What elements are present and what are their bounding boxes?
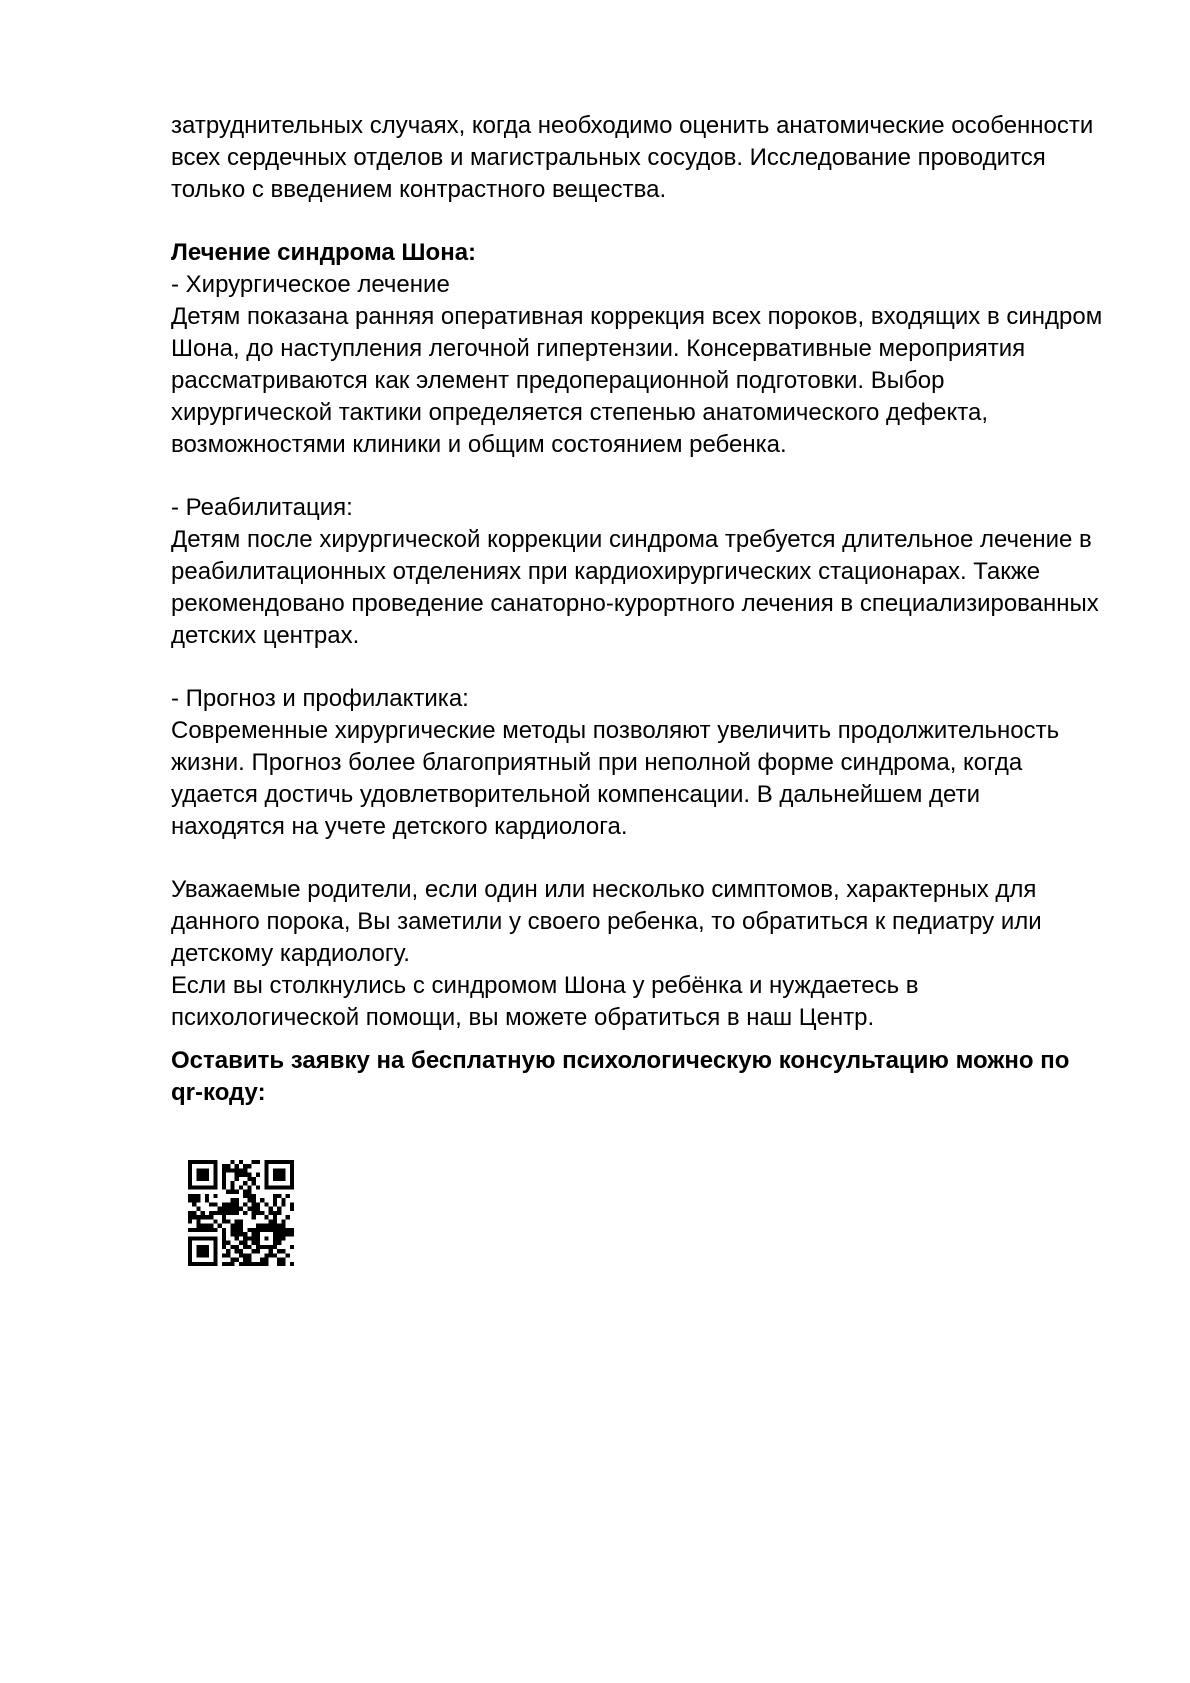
rehab-line: реабилитационных отделениях при кардиохирургических стационарах. Также — [171, 558, 1041, 585]
appeal-line: Уважаемые родители, если один или несколько симптомов, характерных для — [171, 876, 1037, 903]
cta-line: qr-коду: — [171, 1079, 266, 1106]
rehab-line: детских центрах. — [171, 622, 360, 649]
rehab-line: рекомендовано проведение санаторно-курортного лечения в специализированных — [171, 590, 1099, 617]
intro-line: затруднительных случаях, когда необходимо оценить анатомические особенности — [171, 112, 1094, 139]
qr-code-icon — [188, 1160, 294, 1266]
rehab-label: - Реабилитация: — [171, 494, 353, 521]
rehab-line: Детям после хирургической коррекции синдрома требуется длительное лечение в — [171, 526, 1092, 553]
surgery-line: возможностями клиники и общим состоянием ребенка. — [171, 431, 787, 458]
appeal-line: психологической помощи, вы можете обратиться в наш Центр. — [171, 1004, 875, 1031]
appeal-line: детскому кардиологу. — [171, 940, 410, 967]
prognosis-line: жизни. Прогноз более благоприятный при неполной форме синдрома, когда — [171, 749, 1023, 776]
surgery-line: Шона, до наступления легочной гипертензии. Консервативные мероприятия — [171, 335, 1026, 362]
surgery-line: Детям показана ранняя оперативная коррекция всех пороков, входящих в синдром — [171, 303, 1103, 330]
prognosis-line: Современные хирургические методы позволяют увеличить продолжительность — [171, 717, 1060, 744]
surgery-label: - Хирургическое лечение — [171, 271, 450, 298]
surgery-line: рассматриваются как элемент предоперационной подготовки. Выбор — [171, 367, 945, 394]
qr-code[interactable] — [188, 1160, 294, 1266]
appeal-line: Если вы столкнулись с синдромом Шона у ребёнка и нуждаетесь в — [171, 972, 919, 999]
treatment-heading: Лечение синдрома Шона: — [171, 239, 477, 266]
prognosis-line: находятся на учете детского кардиолога. — [171, 813, 628, 840]
prognosis-label: - Прогноз и профилактика: — [171, 685, 469, 712]
surgery-line: хирургической тактики определяется степенью анатомического дефекта, — [171, 399, 988, 426]
prognosis-line: удается достичь удовлетворительной компенсации. В дальнейшем дети — [171, 781, 980, 808]
intro-line: всех сердечных отделов и магистральных сосудов. Исследование проводится — [171, 144, 1046, 171]
document-page — [171, 110, 1131, 1109]
intro-line: только с введением контрастного вещества. — [171, 176, 667, 203]
cta-line: Оставить заявку на бесплатную психологическую консультацию можно по — [171, 1047, 1070, 1074]
appeal-line: данного порока, Вы заметили у своего ребенка, то обратиться к педиатру или — [171, 908, 1042, 935]
